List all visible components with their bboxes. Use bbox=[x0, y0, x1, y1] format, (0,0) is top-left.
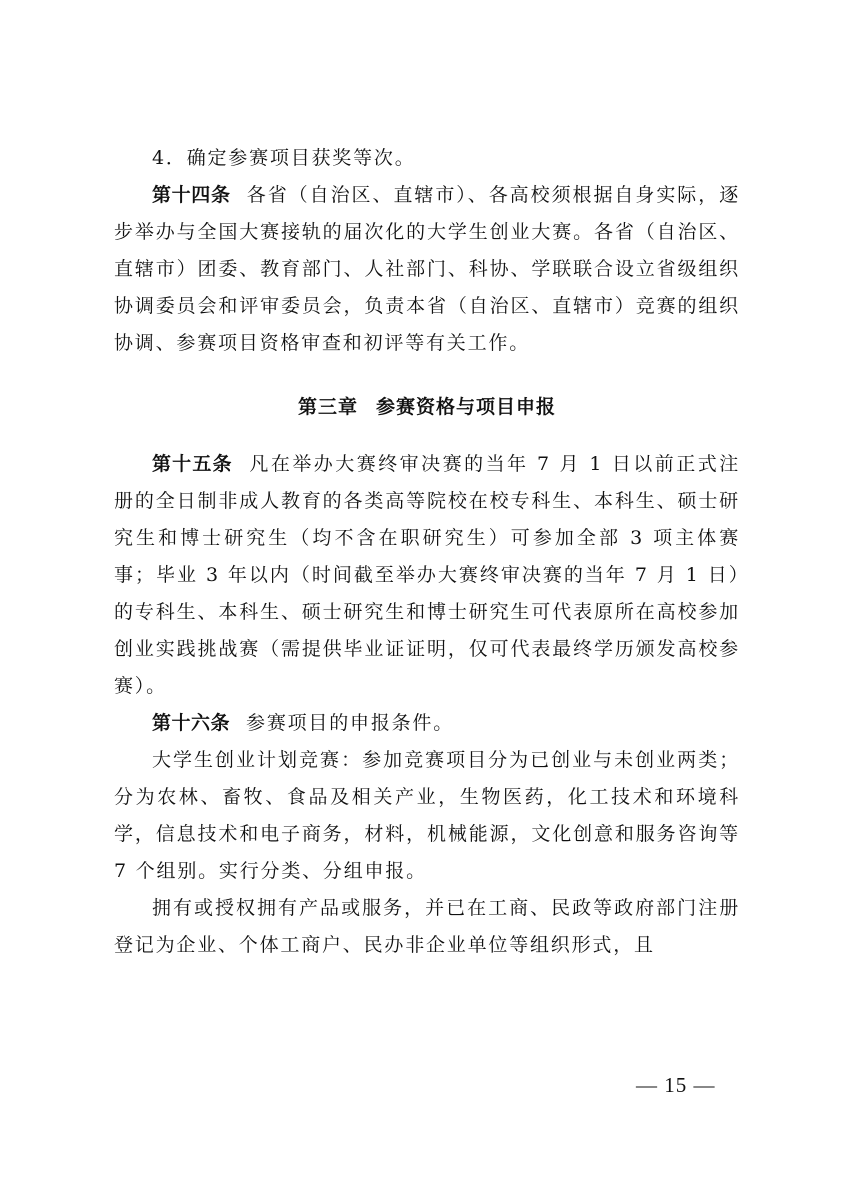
article-heading: 第十四条 bbox=[152, 184, 231, 206]
document-body bbox=[114, 140, 740, 964]
paragraph-text: 拥有或授权拥有产品或服务，并已在工商、民政等政府部门注册登记为企业、个体工商户、民办非企业单位等组织形式，且 bbox=[114, 897, 740, 956]
article-16 bbox=[114, 705, 740, 742]
chapter-title: 参赛资格与项目申报 bbox=[376, 396, 557, 418]
article-15 bbox=[114, 446, 740, 705]
article-heading: 第十五条 bbox=[152, 453, 233, 475]
chapter-heading bbox=[114, 389, 740, 426]
paragraph-text: 大学生创业计划竞赛：参加竞赛项目分为已创业与未创业两类；分为农林、畜牧、食品及相关产业，生物医药，化工技术和环境科学，信息技术和电子商务，材料，机械能源，文化创意和服务咨询等 7 个组别。实行分类、分组申报。 bbox=[114, 749, 740, 882]
paragraph-plan-competition bbox=[114, 742, 740, 890]
article-text: 凡在举办大赛终审决赛的当年 7 月 1 日以前正式注册的全日制非成人教育的各类高等院校在校专科生、本科生、硕士研究生和博士研究生（均不含在职研究生）可参加全部 3 项主体赛事；毕业 3 年以内（时间截至举办大赛终审决赛的当年 7 月 1 日）的专科生、本科生、硕士研究生和博士研究生可代表原所在高校参加创业实践挑战赛（需提供毕业证证明，仅可代表最终学历颁发高校参赛）。 bbox=[114, 453, 740, 697]
paragraph-text: 4．确定参赛项目获奖等次。 bbox=[152, 147, 416, 169]
article-heading: 第十六条 bbox=[152, 712, 231, 734]
chapter-number: 第三章 bbox=[297, 396, 358, 418]
page-number: — 15 — bbox=[636, 1073, 716, 1097]
paragraph-item-4 bbox=[114, 140, 740, 177]
article-text: 参赛项目的申报条件。 bbox=[246, 712, 455, 734]
article-14 bbox=[114, 177, 740, 362]
paragraph-registration bbox=[114, 890, 740, 964]
article-text: 各省（自治区、直辖市）、各高校须根据自身实际，逐步举办与全国大赛接轨的届次化的大学生创业大赛。各省（自治区、直辖市）团委、教育部门、人社部门、科协、学联联合设立省级组织协调委员会和评审委员会，负责本省（自治区、直辖市）竞赛的组织协调、参赛项目资格审查和初评等有关工作。 bbox=[114, 184, 740, 354]
